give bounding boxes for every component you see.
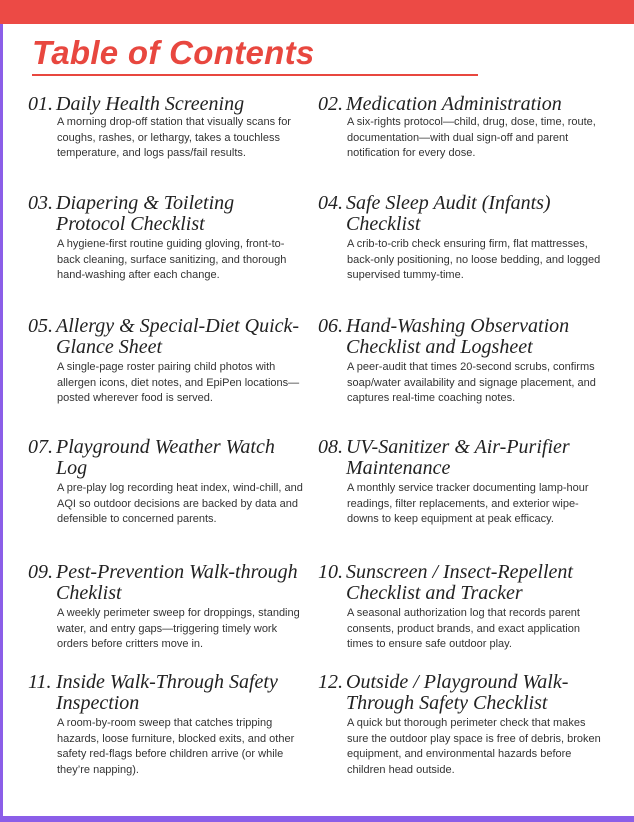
entry-title	[28, 316, 303, 358]
entry-title	[318, 672, 606, 714]
entry-description: A hygiene-first routine guiding gloving, front-to-back cleaning, surface sanitizing, and thorough hand-washing after each change.	[57, 238, 287, 282]
entry-description: A peer-audit that times 20-second scrubs, confirms soap/water availability and signage placement, and captures real-time coaching notes.	[347, 361, 596, 405]
entry-heading: Safe Sleep Audit (Infants) Checklist	[346, 192, 551, 235]
entry-number: 01.	[28, 93, 53, 115]
toc-entry-04	[318, 193, 606, 284]
entry-title	[28, 672, 303, 714]
entry-heading: Allergy & Special-Diet Quick-Glance Sheet	[56, 315, 300, 358]
entry-heading: Diapering & Toileting Protocol Checklist	[56, 192, 235, 235]
left-accent-border	[0, 24, 3, 816]
entry-number: 05.	[28, 315, 53, 337]
entry-number: 04.	[318, 192, 343, 214]
entry-heading: Pest-Prevention Walk-through Cheklist	[56, 561, 298, 604]
entry-title	[318, 562, 606, 604]
entry-description: A room-by-room sweep that catches tripping hazards, loose furniture, blocked exits, and other safety red-flags before children arrive (or while they’re napping).	[57, 717, 295, 776]
entry-title	[28, 94, 303, 115]
entry-description: A pre-play log recording heat index, wind-chill, and AQI so outdoor decisions are backed by data and defensible to concerned parents.	[57, 482, 303, 526]
toc-entry-05	[28, 316, 303, 407]
entry-description: A crib-to-crib check ensuring firm, flat mattresses, back-only positioning, no loose bedding, and logged supervised tummy-time.	[347, 238, 601, 282]
entry-description: A weekly perimeter sweep for droppings, standing water, and entry gaps—triggering timely work orders before critters move in.	[57, 607, 300, 651]
title-underline	[32, 74, 478, 76]
toc-entry-03	[28, 193, 303, 284]
entry-number: 07.	[28, 436, 53, 458]
toc-entry-12	[318, 672, 606, 778]
entry-description: A six-rights protocol—child, drug, dose, time, route, documentation—with dual sign-off and parent notification for every dose.	[347, 116, 596, 160]
bottom-accent-bar	[0, 816, 634, 822]
entry-heading: Playground Weather Watch Log	[56, 436, 275, 479]
entry-heading: Inside Walk-Through Safety Inspection	[56, 671, 278, 714]
entry-title	[28, 193, 303, 235]
toc-entry-08	[318, 437, 606, 528]
entry-description: A single-page roster pairing child photos with allergen icons, diet notes, and EpiPen locations—posted wherever food is served.	[57, 361, 300, 405]
entry-title	[28, 437, 303, 479]
entry-title	[318, 316, 606, 358]
entry-description: A seasonal authorization log that records parent consents, product brands, and exact application times to ensure safe outdoor play.	[347, 607, 580, 651]
entry-heading: Daily Health Screening	[56, 93, 245, 115]
entry-title	[318, 193, 606, 235]
toc-entry-11	[28, 672, 303, 778]
entry-title	[318, 94, 606, 115]
entry-description: A quick but thorough perimeter check that makes sure the outdoor play space is free of debris, broken equipment, and environmental hazards before children head outside.	[347, 717, 601, 776]
toc-entry-01	[28, 94, 303, 162]
top-accent-bar	[0, 0, 634, 24]
toc-entry-02	[318, 94, 606, 162]
toc-entry-06	[318, 316, 606, 407]
entry-heading: UV-Sanitizer & Air-Purifier Maintenance	[346, 436, 570, 479]
entry-number: 03.	[28, 192, 53, 214]
entry-heading: Sunscreen / Insect-Repellent Checklist and Tracker	[346, 561, 573, 604]
entry-description: A monthly service tracker documenting lamp-hour readings, filter replacements, and exterior wipe-downs to keep equipment at peak efficacy.	[347, 482, 589, 526]
entry-title	[28, 562, 303, 604]
entry-number: 12.	[318, 671, 343, 693]
toc-entry-07	[28, 437, 303, 528]
toc-entry-10	[318, 562, 606, 653]
entry-number: 02.	[318, 93, 343, 115]
page-title: Table of Contents	[32, 34, 315, 71]
entry-number: 10.	[318, 561, 343, 583]
entry-number: 09.	[28, 561, 53, 583]
entry-number: 08.	[318, 436, 343, 458]
entry-title	[318, 437, 606, 479]
entry-heading: Medication Administration	[346, 93, 562, 115]
entry-heading: Hand-Washing Observation Checklist and Logsheet	[346, 315, 570, 358]
entry-number: 11.	[28, 671, 52, 693]
entry-description: A morning drop-off station that visually scans for coughs, rashes, or lethargy, takes a touchless temperature, and logs pass/fail results.	[57, 116, 291, 160]
entry-number: 06.	[318, 315, 343, 337]
entry-heading: Outside / Playground Walk-Through Safety Checklist	[346, 671, 569, 714]
toc-entry-09	[28, 562, 303, 653]
